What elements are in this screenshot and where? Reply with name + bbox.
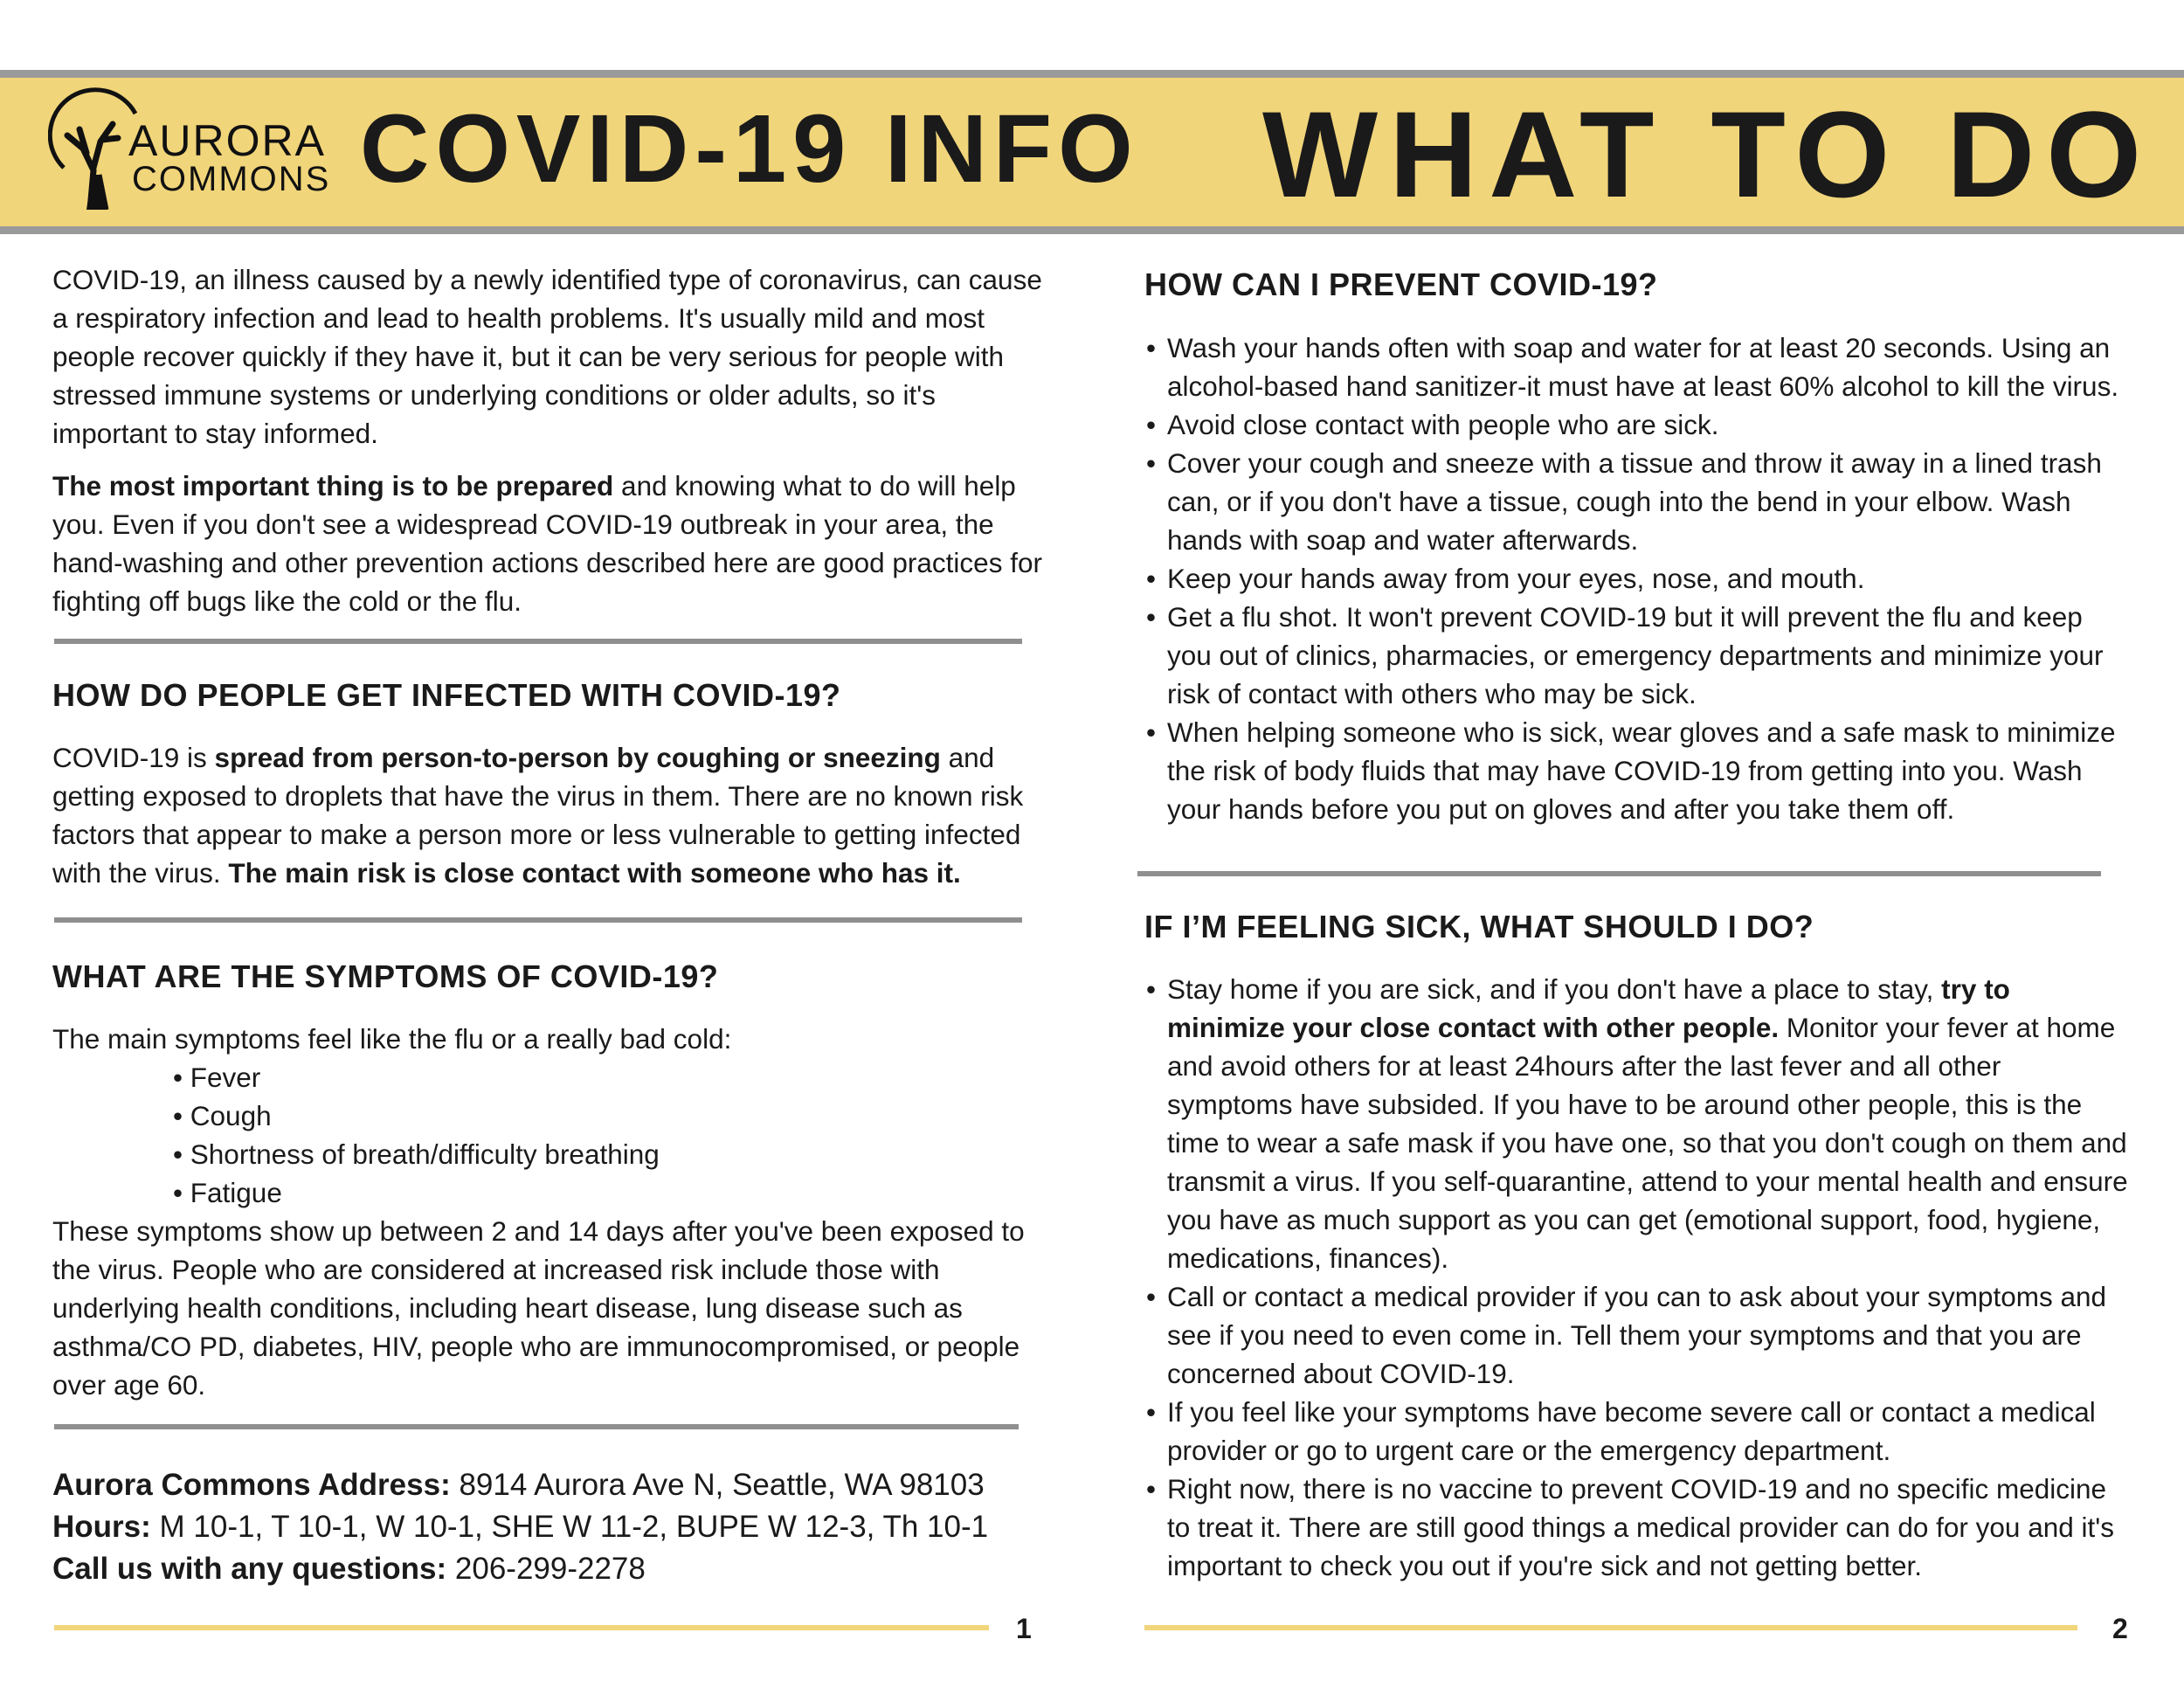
- symptoms-intro: The main symptoms feel like the flu or a really bad cold:: [52, 1023, 732, 1055]
- contact-info: [52, 1464, 1044, 1590]
- intro-paragraph: COVID-19, an illness caused by a newly identified type of coronavirus, can cause a respiratory infection and lead to health problems. It's usually mild and most people recover quickly if they have it, but it can be very serious for people with stressed immune systems or underlying conditions or older adults, so it's important to stay informed.: [52, 264, 1042, 449]
- prevent-item: • Keep your hands away from your eyes, nose, and mouth.: [1144, 559, 2132, 598]
- symptoms-heading: WHAT ARE THE SYMPTOMS OF COVID-19?: [52, 958, 719, 994]
- sick-item: [1144, 970, 2132, 1277]
- symptom-item: • Cough: [173, 1097, 1044, 1135]
- infected-text-a: COVID-19 is: [52, 742, 215, 773]
- call-line: [52, 1548, 1044, 1590]
- section-divider: [54, 1424, 1019, 1429]
- prevent-item: • When helping someone who is sick, wear gloves and a safe mask to minimize the risk of body fluids that may have COVID-19 from getting into you. Wash your hands before you put on gloves and after you take them off.: [1144, 713, 2132, 828]
- symptoms-after-paragraph: These symptoms show up between 2 and 14 days after you've been exposed to the virus. People who are considered at increased risk include those with underlying health conditions, including heart disease, lung disease such as asthma/CO PD, diabetes, HIV, people who are immunocompromised, or people over age 60.: [52, 1215, 1025, 1401]
- footer-rule: [1144, 1625, 2077, 1630]
- address-value: 8914 Aurora Ave N, Seattle, WA 98103: [450, 1468, 985, 1502]
- page-title-what-to-do: WHAT TO DO: [1262, 86, 2153, 223]
- sick-text-b: try to minimize your close contact with other people.: [1167, 973, 2010, 1043]
- symptom-item: • Fatigue: [173, 1173, 1044, 1212]
- header-bottom-rule: [0, 226, 2184, 234]
- sick-heading: IF I’M FEELING SICK, WHAT SHOULD I DO?: [1144, 909, 1814, 944]
- hours-value: M 10-1, T 10-1, W 10-1, SHE W 11-2, BUPE W 12-3, Th 10-1: [150, 1510, 989, 1544]
- infected-text-b: spread from person-to-person by coughing or sneezing: [214, 742, 941, 773]
- logo-word-aurora: AURORA: [128, 116, 326, 165]
- symptom-item: • Fever: [173, 1058, 1044, 1097]
- prepared-paragraph: [52, 467, 1044, 620]
- prevent-item: • Wash your hands often with soap and water for at least 20 seconds. Using an alcohol-based hand sanitizer-it must have at least 60% alcohol to kill the virus.: [1144, 329, 2132, 405]
- infected-heading: HOW DO PEOPLE GET INFECTED WITH COVID-19?: [52, 677, 841, 713]
- prevent-list: [1144, 329, 2132, 828]
- page-title-covid-info: COVID-19 INFO: [360, 95, 1139, 203]
- sick-item: • Call or contact a medical provider if you can to ask about your symptoms and see if you need to even come in. Tell them your symptoms and that you are concerned about COVID-19.: [1144, 1277, 2132, 1393]
- infected-text-d: The main risk is close contact with someone who has it.: [228, 857, 961, 889]
- prevent-section: [1144, 329, 2132, 828]
- prepared-bold-text: The most important thing is to be prepared: [52, 470, 614, 502]
- section-divider: [1137, 871, 2101, 876]
- page-number: 2: [2112, 1613, 2128, 1644]
- symptoms-section: [52, 1020, 1044, 1404]
- phone-number: 206-299-2278: [446, 1552, 646, 1586]
- hours-label: Hours:: [52, 1510, 151, 1544]
- section-divider: [54, 917, 1022, 923]
- hours-line: [52, 1506, 1044, 1548]
- intro-section: [52, 260, 1044, 620]
- header-top-rule: [0, 70, 2184, 78]
- sick-text-c: Monitor your fever at home and avoid others for at least 24hours after the last fever and all other symptoms have subsided. If you have to be around other people, this is the time to wear a safe mask if you have one, so that you don't cough on them and transmit a virus. If you self-quarantine, attend to your mental health and ensure you have as much support as you can get (emotional support, food, hygiene, medications, finances).: [1167, 1012, 2128, 1274]
- prevent-item: • Cover your cough and sneeze with a tissue and throw it away in a lined trash can, or if you don't have a tissue, cough into the bend in your elbow. Wash hands with soap and water afterwards.: [1144, 444, 2132, 559]
- sick-item: • Right now, there is no vaccine to prevent COVID-19 and no specific medicine to treat it. There are still good things a medical provider can do for you and it's important to check you out if you're sick and not getting better.: [1144, 1470, 2132, 1585]
- sick-item: • If you feel like your symptoms have become severe call or contact a medical provider or go to urgent care or the emergency department.: [1144, 1393, 2132, 1470]
- prevent-item: • Get a flu shot. It won't prevent COVID-19 but it will prevent the flu and keep you out of clinics, pharmacies, or emergency departments and minimize your risk of contact with others who may be sick.: [1144, 598, 2132, 713]
- symptom-item: • Shortness of breath/difficulty breathing: [173, 1135, 1044, 1173]
- aurora-commons-logo: [48, 87, 345, 214]
- infected-text-c: and getting exposed to droplets that have the virus in them. There are no known risk factors that appear to make a person more or less vulnerable to getting infected with the virus.: [52, 742, 1024, 889]
- sick-section: [1144, 970, 2132, 1585]
- section-divider: [54, 639, 1022, 644]
- prevent-item: • Avoid close contact with people who are sick.: [1144, 405, 2132, 444]
- page-number: 1: [1016, 1613, 1032, 1644]
- symptoms-list: [52, 1058, 1044, 1212]
- address-label: Aurora Commons Address:: [52, 1468, 451, 1502]
- sick-text-a: Stay home if you are sick, and if you don't have a place to stay,: [1167, 973, 1942, 1005]
- sick-list: [1144, 970, 2132, 1585]
- call-label: Call us with any questions:: [52, 1552, 447, 1586]
- logo-word-commons: COMMONS: [132, 160, 331, 198]
- infected-section: [52, 738, 1044, 892]
- prepared-text: and knowing what to do will help you. Even if you don't see a widespread COVID-19 outbreak in your area, the hand-washing and other prevention actions described here are good practices for fighting off bugs like the cold or the flu.: [52, 470, 1042, 617]
- prevent-heading: HOW CAN I PREVENT COVID-19?: [1144, 266, 1658, 302]
- infected-paragraph: [52, 738, 1044, 892]
- footer-rule: [54, 1625, 989, 1630]
- address-line: [52, 1464, 1044, 1506]
